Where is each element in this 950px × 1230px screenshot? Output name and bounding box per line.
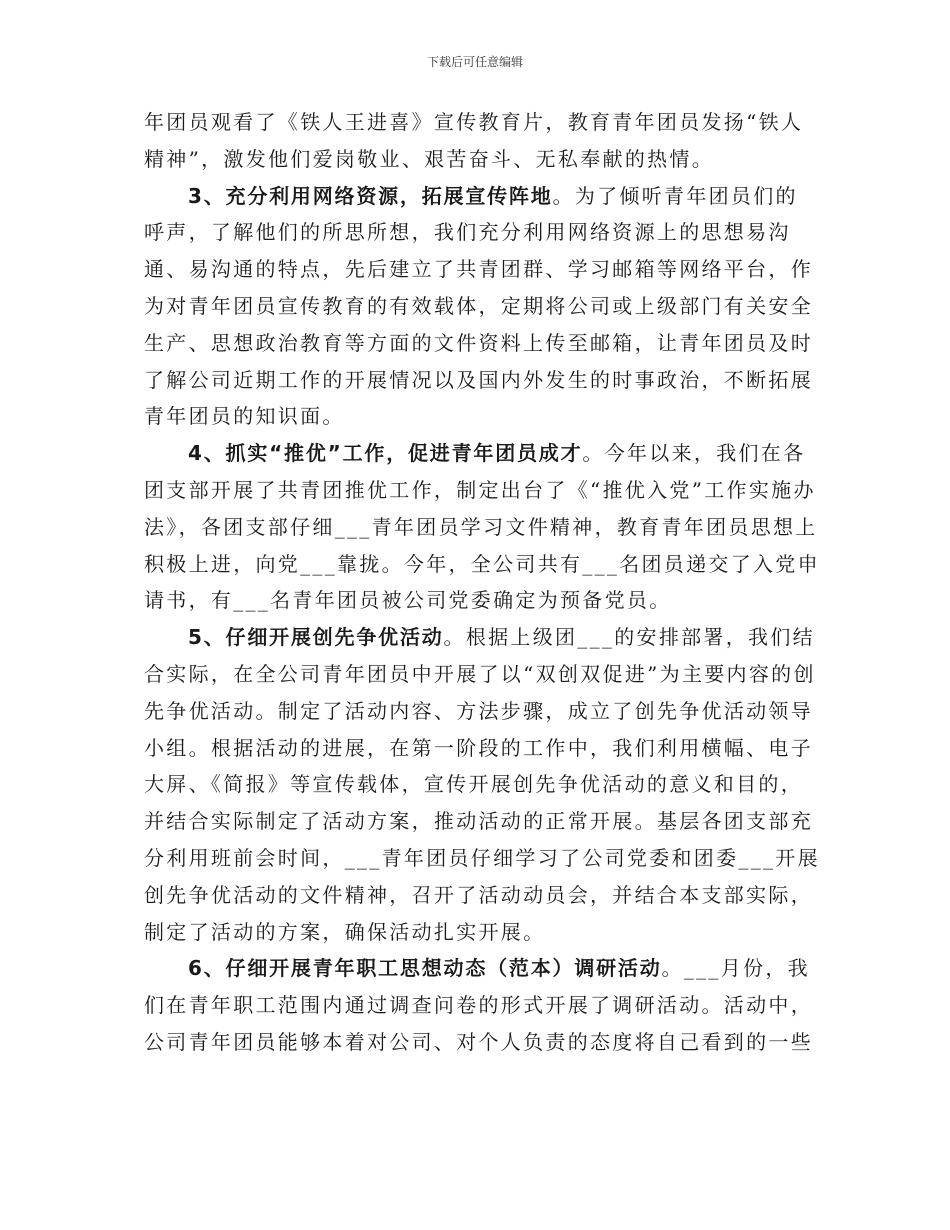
item-6-text: 。___月份，我们在青年职工范围内通过调查问卷的形式开展了调研活动。活动中，公司青年团员能够本着对公司、对个人负责的态度将自己看到的一些 <box>144 956 813 1054</box>
paragraph-item-6 <box>144 950 820 1060</box>
item-4-text: 。今年以来，我们在各团支部开展了共青团推优工作，制定出台了《“推优入党”工作实施办法》，各团支部仔细___青年团员学习文件精神，教育青年团员思想上积极上进，向党___靠拢。今年，全公司共有___名团员递交了入党申请书，有___名青年团员被公司党委确定为预备党员。 <box>144 441 820 613</box>
item-5-heading: 5、仔细开展创先争优活动 <box>188 625 444 650</box>
item-6-heading: 6、仔细开展青年职工思想动态（范本）调研活动 <box>188 956 662 981</box>
paragraph-text: 年团员观看了《铁人王进喜》宣传教育片，教育青年团员发扬“铁人精神”，激发他们爱岗敬业、艰苦奋斗、无私奉献的热情。 <box>144 110 804 171</box>
item-4-heading: 4、抓实“推优”工作，促进青年团员成才 <box>188 441 583 466</box>
item-5-text: 。根据上级团___的安排部署，我们结合实际，在全公司青年团员中开展了以“双创双促进”为主要内容的创先争优活动。制定了活动内容、方法步骤，成立了创先争优活动领导小组。根据活动的进展，在第一阶段的工作中，我们利用横幅、电子大屏、《简报》等宣传载体，宣传开展创先争优活动的意义和目的，并结合实际制定了活动方案，推动活动的正常开展。基层各团支部充分利用班前会时间，___青年团员仔细学习了公司党委和团委___开展创先争优活动的文件精神，召开了活动动员会，并结合本支部实际，制定了活动的方案，确保活动扎实开展。 <box>144 625 820 944</box>
paragraph-item-4 <box>144 435 820 619</box>
document-body <box>144 104 820 1061</box>
item-3-text: 。为了倾听青年团员们的呼声，了解他们的所思所想，我们充分利用网络资源上的思想易沟通、易沟通的特点，先后建立了共青团群、学习邮箱等网络平台，作为对青年团员宣传教育的有效载体，定期将公司或上级部门有关安全生产、思想政治教育等方面的文件资料上传至邮箱，让青年团员及时了解公司近期工作的开展情况以及国内外发生的时事政治，不断拓展青年团员的知识面。 <box>144 183 813 429</box>
paragraph-item-5 <box>144 619 820 950</box>
paragraph-continuation <box>144 104 820 178</box>
paragraph-item-3 <box>144 178 820 436</box>
item-3-heading: 3、充分利用网络资源，拓展宣传阵地 <box>188 183 553 208</box>
page-header: 下载后可任意编辑 <box>426 55 523 69</box>
